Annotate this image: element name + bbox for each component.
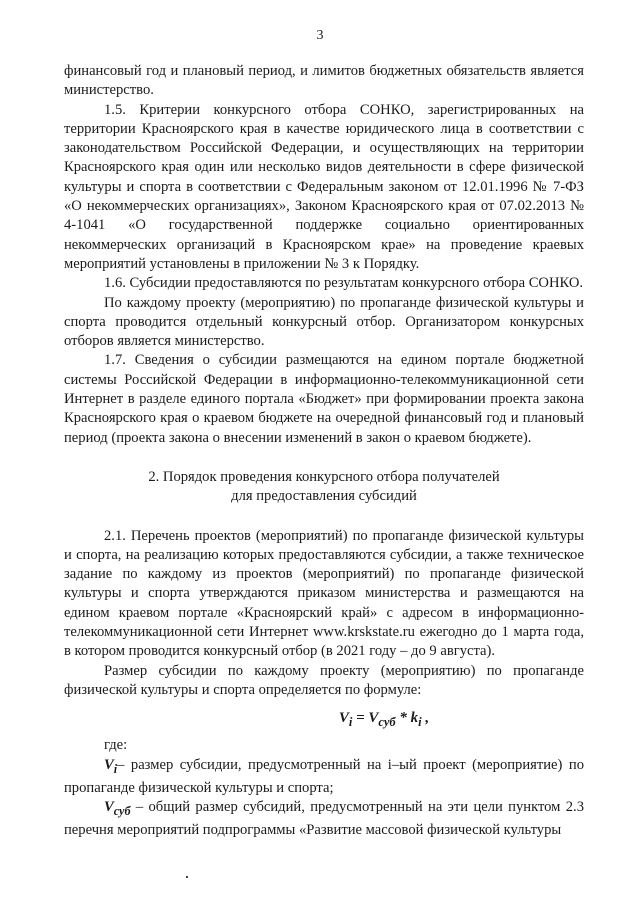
definition-vi [64, 756, 584, 799]
paragraph-1-6: 1.6. Субсидии предоставляются по результатам конкурсного отбора СОНКО. [104, 275, 584, 292]
formula-mid: V [368, 710, 379, 727]
paragraph-2-1: 2.1. Перечень проектов (мероприятий) по пропаганде физической культуры и спорта, на реализацию которых предоставляются субсидии, а также техническое задание по каждому из проектов (мероприятий) по пропаганде физической культуры и спорта утверждаются приказом министерства и размещаются на едином краевом портале «Красноярский край» с адресом в информационно-телекоммуникационной сети Интернет www.krskstate.ru ежегодно до 1 марта года, в котором проводится конкурсный отбор (в 2021 году – до 9 августа). [64, 527, 584, 660]
formula-eq: = [352, 710, 369, 727]
paragraph-subsidy-size: Размер субсидии по каждому проекту (мероприятию) по пропаганде физической культуры и спорта определяется по формуле: [64, 662, 584, 698]
formula-lhs: V [338, 710, 349, 727]
formula-rhs-sub: i [418, 715, 422, 730]
paragraph-1-6-selection: По каждому проекту (мероприятию) по пропаганде физической культуры и спорта проводится отдельный конкурсный отбор. Организатором конкурсных отборов является министерство. [64, 294, 584, 350]
section-2-heading-line-1: 2. Порядок проведения конкурсного отбора получателей [148, 468, 500, 485]
definition-vi-var: V [104, 756, 114, 773]
formula-op: * [395, 710, 411, 727]
definition-vi-sub: i [113, 761, 118, 776]
formula-rhs: k [410, 710, 419, 727]
subsidy-formula [64, 704, 584, 732]
paragraph-1-5: 1.5. Критерии конкурсного отбора СОНКО, зарегистрированных на территории Красноярского края в качестве юридического лица в соответствии с законодательством Российской Федерации, и осуществляющих на территории Красноярского края один или несколько видов деятельности в сфере физической культуры и спорта в соответствии с Федеральным законом от 12.01.1996 № 7-ФЗ «О некоммерческих организациях», Законом Красноярского края от 07.02.2013 № 4-1041 «О государственной поддержке социально ориентированных некоммерческих организаций в Красноярском крае» на проведение краевых мероприятий установлены в приложении № 3 к Порядку. [64, 101, 584, 272]
scan-speck [186, 876, 188, 878]
formula-lhs-sub: i [348, 715, 353, 730]
definition-vsub [64, 798, 584, 841]
formula-mid-sub: суб [378, 715, 396, 730]
definition-vsub-var: V [104, 799, 114, 815]
definition-vsub-text: – общий размер субсидий, предусмотренный на эти цели пунктом 2.3 перечня мероприятий подпрограммы «Развитие массовой физической культуры [64, 799, 584, 839]
definitions-where: где: [104, 737, 128, 754]
page-number: 3 [316, 28, 324, 43]
paragraph-continuation: финансовый год и плановый период, и лимитов бюджетных обязательств является министерство. [64, 63, 584, 99]
definition-vsub-sub: суб [113, 803, 131, 818]
definition-vi-text: – размер субсидии, предусмотренный на i–ый проект (мероприятие) по пропаганде физической культуры и спорта; [64, 756, 584, 796]
document-body [64, 62, 584, 841]
section-2-heading-line-2: для предоставления субсидий [231, 488, 417, 505]
paragraph-1-7: 1.7. Сведения о субсидии размещаются на едином портале бюджетной системы Российской Федерации в информационно-телекоммуникационной сети Интернет в разделе единого портала «Бюджет» при формировании проекта закона Красноярского края о краевом бюджете на очередной финансовый год и плановый период (проекта закона о внесении изменений в закон о краевом бюджете). [64, 352, 584, 446]
formula-tail: , [421, 710, 430, 727]
